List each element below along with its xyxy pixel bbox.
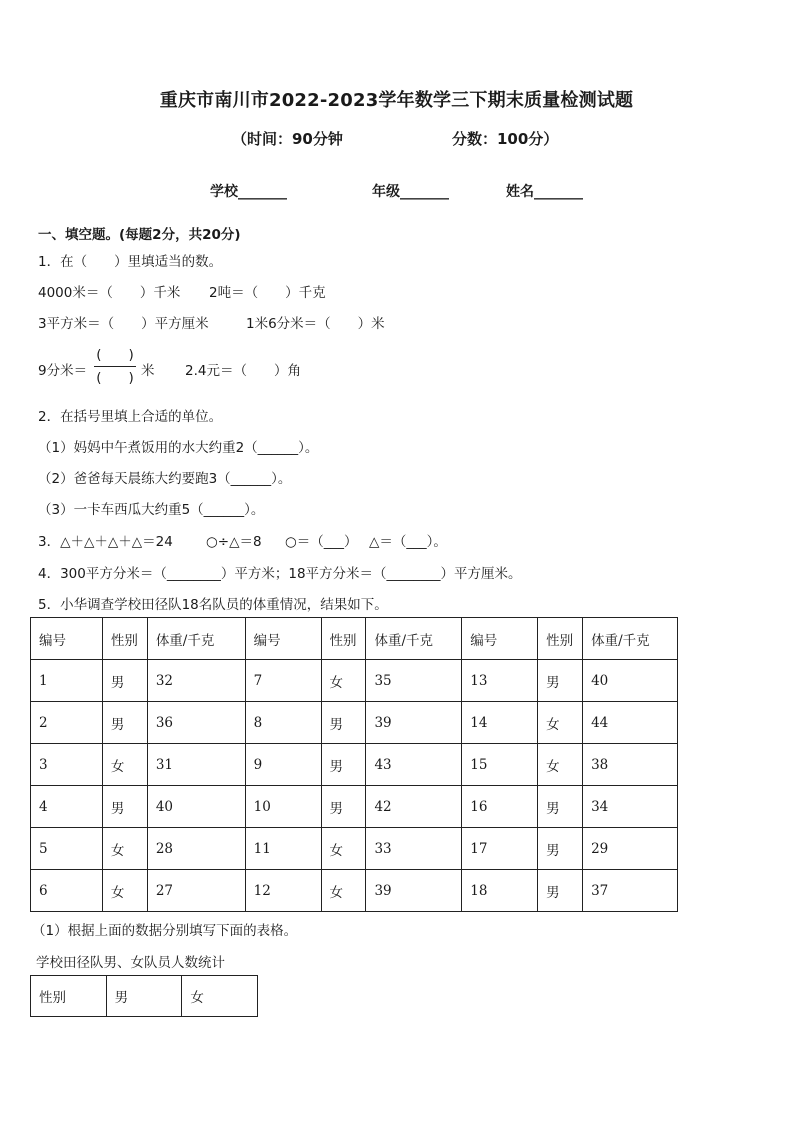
table-cell: 1 — [31, 660, 103, 702]
table-cell: 44 — [583, 702, 678, 744]
table-header: 编号 — [31, 618, 103, 660]
table-cell: 17 — [462, 828, 538, 870]
question-1d: 1米6分米＝（ ）米 — [246, 316, 385, 332]
weight-table — [30, 617, 678, 912]
gender-count-table — [30, 975, 258, 1017]
name-field: 姓名_______ — [506, 184, 583, 200]
table-row — [31, 660, 678, 702]
question-1-stem: 1．在（ ）里填适当的数。 — [38, 254, 223, 270]
table-row — [31, 870, 678, 912]
table-header: 编号 — [245, 618, 321, 660]
table-cell: 6 — [31, 870, 103, 912]
table-cell: 39 — [366, 870, 462, 912]
school-field: 学校_______ — [210, 184, 287, 200]
table-cell: 32 — [147, 660, 245, 702]
table-cell: 女 — [538, 744, 583, 786]
table-cell: 36 — [147, 702, 245, 744]
table-header: 性别 — [31, 976, 107, 1017]
table-cell: 女 — [102, 870, 147, 912]
table-header: 性别 — [321, 618, 366, 660]
fraction-blank — [92, 344, 138, 389]
grade-field: 年级_______ — [372, 184, 449, 200]
table-cell: 7 — [245, 660, 321, 702]
question-3d: △＝（___）。 — [369, 534, 447, 550]
table-cell: 女 — [102, 744, 147, 786]
table-header: 男 — [106, 976, 182, 1017]
table-cell: 女 — [321, 660, 366, 702]
table-cell: 男 — [538, 786, 583, 828]
table2-title: 学校田径队男、女队员人数统计 — [36, 955, 225, 971]
table-cell: 男 — [538, 660, 583, 702]
table-cell: 9 — [245, 744, 321, 786]
table-cell: 27 — [147, 870, 245, 912]
table-cell: 29 — [583, 828, 678, 870]
question-3c: ○＝（___） — [285, 534, 358, 550]
question-3b: ○÷△＝8 — [206, 534, 262, 550]
table-cell: 男 — [321, 702, 366, 744]
table-cell: 12 — [245, 870, 321, 912]
table-cell: 37 — [583, 870, 678, 912]
table-cell: 女 — [321, 828, 366, 870]
table-cell: 男 — [321, 786, 366, 828]
table-cell: 15 — [462, 744, 538, 786]
table-cell: 男 — [538, 828, 583, 870]
table-cell: 28 — [147, 828, 245, 870]
table-row — [31, 828, 678, 870]
table-header-row — [31, 976, 258, 1017]
table-header: 体重/千克 — [366, 618, 462, 660]
table-cell: 18 — [462, 870, 538, 912]
table-cell: 42 — [366, 786, 462, 828]
table-cell: 8 — [245, 702, 321, 744]
table-cell: 14 — [462, 702, 538, 744]
question-2b: （2）爸爸每天晨练大约要跑3（______）。 — [38, 471, 292, 487]
question-1e-prefix: 9分米＝ — [38, 363, 88, 379]
table-cell: 女 — [102, 828, 147, 870]
table-cell: 33 — [366, 828, 462, 870]
table-row — [31, 702, 678, 744]
question-1c: 3平方米＝（ ）平方厘米 — [38, 316, 209, 332]
table-cell: 男 — [102, 660, 147, 702]
question-1b: 2吨＝（ ）千克 — [209, 285, 326, 301]
table-cell: 11 — [245, 828, 321, 870]
table-header: 性别 — [538, 618, 583, 660]
fraction-denominator: ( ) — [96, 370, 134, 386]
table-cell: 39 — [366, 702, 462, 744]
question-2a: （1）妈妈中午煮饭用的水大约重2（______）。 — [38, 440, 319, 456]
table-cell: 4 — [31, 786, 103, 828]
exam-score: 分数：100分） — [452, 130, 559, 148]
table-cell: 35 — [366, 660, 462, 702]
question-2-stem: 2．在括号里填上合适的单位。 — [38, 409, 223, 425]
table-header: 女 — [182, 976, 258, 1017]
table-cell: 43 — [366, 744, 462, 786]
table-cell: 10 — [245, 786, 321, 828]
exam-time: （时间：90分钟 — [232, 130, 343, 148]
fraction-numerator: ( ) — [96, 347, 134, 363]
section-heading: 一、填空题。(每题2分，共20分) — [38, 227, 241, 243]
table-header-row — [31, 618, 678, 660]
table-cell: 31 — [147, 744, 245, 786]
table-header: 体重/千克 — [147, 618, 245, 660]
table-cell: 16 — [462, 786, 538, 828]
question-1e-suffix: 米 — [141, 363, 155, 379]
question-5-stem: 5．小华调查学校田径队18名队员的体重情况，结果如下。 — [38, 597, 388, 613]
question-5-sub1: （1）根据上面的数据分别填写下面的表格。 — [32, 923, 298, 939]
table-header: 体重/千克 — [583, 618, 678, 660]
table-row — [31, 744, 678, 786]
table-cell: 男 — [102, 702, 147, 744]
table-cell: 40 — [583, 660, 678, 702]
table-cell: 男 — [321, 744, 366, 786]
table-cell: 2 — [31, 702, 103, 744]
page-title: 重庆市南川市2022-2023学年数学三下期末质量检测试题 — [159, 90, 634, 111]
table-row — [31, 786, 678, 828]
table-header: 性别 — [102, 618, 147, 660]
table-cell: 女 — [321, 870, 366, 912]
fraction-bar — [94, 366, 136, 367]
table-cell: 40 — [147, 786, 245, 828]
table-cell: 34 — [583, 786, 678, 828]
table-cell: 3 — [31, 744, 103, 786]
question-1a: 4000米＝（ ）千米 — [38, 285, 181, 301]
table-cell: 男 — [102, 786, 147, 828]
question-4: 4．300平方分米＝（________）平方米；18平方分米＝（________）平方厘米。 — [38, 566, 522, 582]
table-cell: 5 — [31, 828, 103, 870]
table-cell: 男 — [538, 870, 583, 912]
question-2c: （3）一卡车西瓜大约重5（______）。 — [38, 502, 265, 518]
table-cell: 13 — [462, 660, 538, 702]
table-header: 编号 — [462, 618, 538, 660]
table-cell: 女 — [538, 702, 583, 744]
question-1f: 2.4元＝（ ）角 — [185, 363, 301, 379]
table-cell: 38 — [583, 744, 678, 786]
question-3a: 3．△＋△＋△＋△＝24 — [38, 534, 173, 550]
